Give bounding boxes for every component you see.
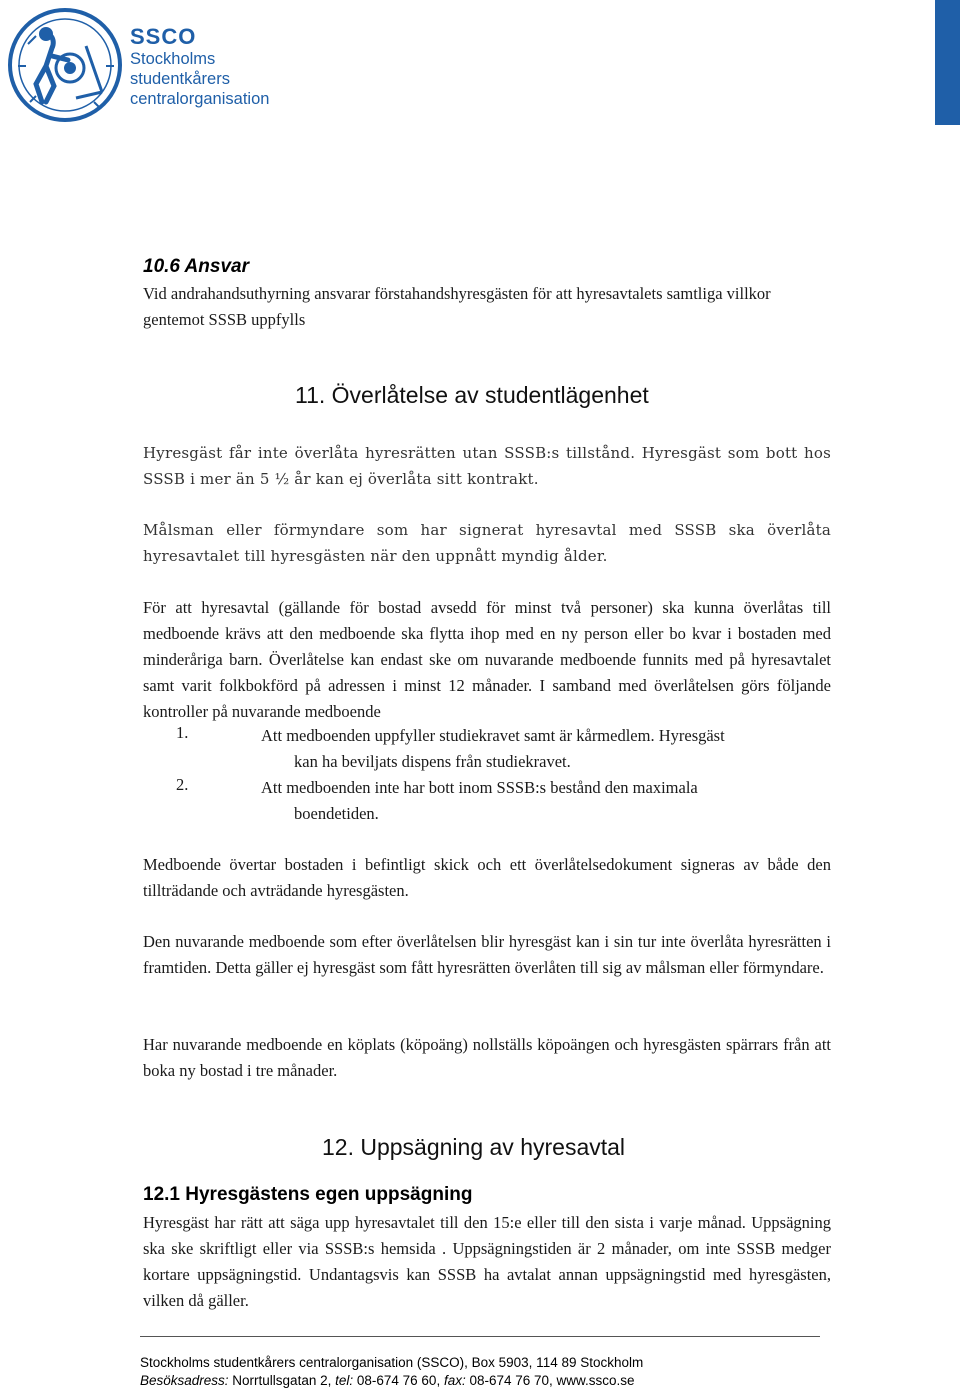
- org-short-name: SSCO: [130, 24, 197, 49]
- footer-fax-label: fax:: [443, 1373, 466, 1388]
- heading-section-12: 12. Uppsägning av hyresavtal: [322, 1134, 626, 1160]
- footer-fax-value: 08-674 76 70, www.ssco.se: [465, 1373, 635, 1388]
- student-seal-logo-icon: [6, 6, 124, 124]
- footer-contact-line: [140, 1373, 635, 1388]
- org-name-line-2: studentkårers: [130, 70, 230, 88]
- footer-divider: [140, 1336, 820, 1337]
- paragraph-12-1: Hyresgäst har rätt att säga upp hyresavtalet till den 15:e eller till den sista i varje månad. Uppsägning ska ske skriftligt eller via SSSB:s hemsida . Uppsägningstiden är 2 månader, om inte SSSB medger kortare uppsägningstid. Undantagsvis kan SSSB ha avtalat annan uppsägningstid med hyresgästen, vilken då gäller.: [143, 1213, 831, 1310]
- org-name-line-1: Stockholms: [130, 50, 216, 68]
- brand-side-bar: [935, 0, 960, 125]
- paragraph-11-3: För att hyresavtal (gällande för bostad avsedd för minst två personer) ska kunna överlåtas till medboende krävs att den medboende ska flytta ihop med en ny person eller bo kvar i bostaden med minderåriga barn. Överlåtelse kan endast ske om nuvarande medboende funnits med på hyresavtalet samt varit folkbokförd på adressen i minst 12 månader. I samband med överlåtelsen görs följande kontroller på nuvarande medboende: [143, 598, 831, 721]
- org-name-line-3: centralorganisation: [130, 90, 270, 108]
- heading-section-11: 11. Överlåtelse av studentlägenhet: [295, 382, 649, 408]
- footer-tel-label: tel:: [335, 1373, 354, 1388]
- paragraph-11-1: Hyresgäst får inte överlåta hyresrätten utan SSSB:s tillstånd. Hyresgäst som bott hos SSSB i mer än 5 ½ år kan ej överlåta sitt kontrakt.: [143, 444, 831, 488]
- list-number-1: 1.: [176, 723, 189, 742]
- heading-10-6: 10.6 Ansvar: [143, 256, 249, 277]
- paragraph-11-5: Den nuvarande medboende som efter överlåtelsen blir hyresgäst kan i sin tur inte överlåta hyresrätten i framtiden. Detta gäller ej hyresgäst som fått hyresrätten överlåten till sig av målsman eller förmyndare.: [143, 932, 831, 977]
- footer-visit-value: Norrtullsgatan 2,: [228, 1373, 336, 1388]
- footer-tel-value: 08-674 76 60,: [353, 1373, 444, 1388]
- paragraph-11-2: Målsman eller förmyndare som har signerat hyresavtal med SSSB ska överlåta hyresavtalet till hyresgästen när den uppnått myndig ålder.: [143, 521, 831, 565]
- list-item-2-line-1: Att medboenden inte har bott inom SSSB:s bestånd den maximala: [261, 778, 698, 797]
- list-item-1-line-2: kan ha beviljats dispens från studiekravet.: [294, 752, 571, 771]
- paragraph-11-4: Medboende övertar bostaden i befintligt skick och ett överlåtelsedokument signeras av både den tillträdande och avträdande hyresgästen.: [143, 855, 831, 900]
- paragraph-11-6: Har nuvarande medboende en köplats (köpoäng) nollställs köpoängen och hyresgästen spärrars från att boka ny bostad i tre månader.: [143, 1035, 831, 1080]
- footer-address-line: Stockholms studentkårers centralorganisation (SSCO), Box 5903, 114 89 Stockholm: [140, 1355, 644, 1370]
- list-item-1-line-1: Att medboenden uppfyller studiekravet samt är kårmedlem. Hyresgäst: [261, 726, 725, 745]
- heading-12-1: 12.1 Hyresgästens egen uppsägning: [143, 1184, 473, 1205]
- list-number-2: 2.: [176, 775, 189, 794]
- footer-visit-label: Besöksadress:: [140, 1373, 229, 1388]
- paragraph-10-6: Vid andrahandsuthyrning ansvarar förstahandshyresgästen för att hyresavtalets samtliga villkor gentemot SSSB uppfylls: [143, 284, 771, 329]
- list-item-2-line-2: boendetiden.: [294, 804, 379, 823]
